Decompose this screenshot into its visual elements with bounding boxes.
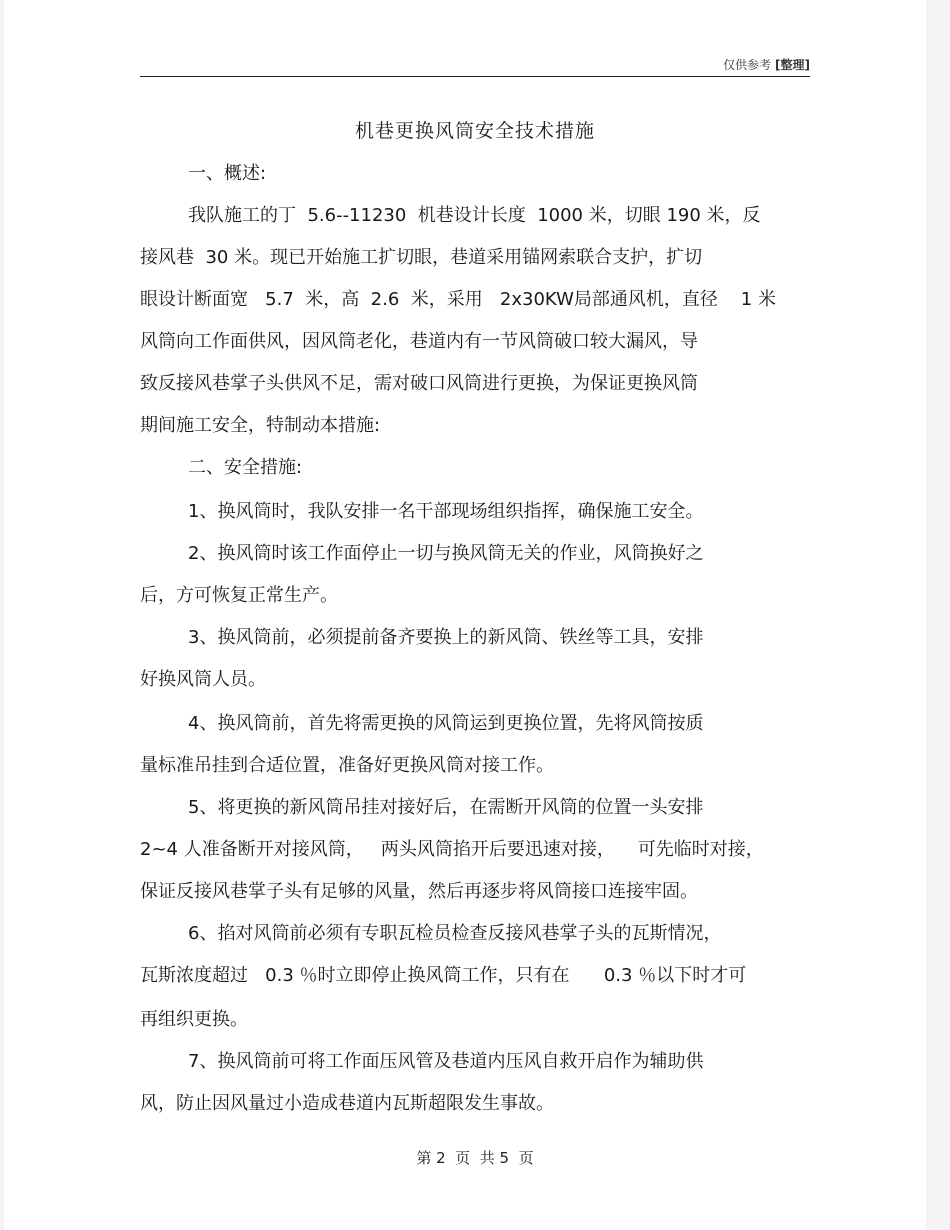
measure-item-6: 6、掐对风筒前必须有专职瓦检员检查反接风巷掌子头的瓦斯情况， (188, 923, 722, 944)
paragraph-line: 2~4 人准备断开对接风筒， 两头风筒掐开后要迅速对接， 可先临时对接， (140, 839, 764, 860)
page-edge-right (926, 0, 950, 1230)
measure-item-7: 7、换风筒前可将工作面压风管及巷道内压风自救开启作为辅助供 (188, 1051, 704, 1072)
paragraph-line: 风，防止因风量过小造成巷道内瓦斯超限发生事故。 (140, 1093, 554, 1114)
measure-item-4: 4、换风筒前，首先将需更换的风筒运到更换位置，先将风筒按质 (188, 713, 704, 734)
paragraph-line: 接风巷 30 米。现已开始施工扩切眼，巷道采用锚网索联合支护，扩切 (140, 247, 703, 268)
paragraph-line: 期间施工安全，特制动本措施: (140, 415, 381, 436)
paragraph-line: 我队施工的丁 5.6--11230 机巷设计长度 1000 米，切眼 190 米，反 (188, 205, 761, 226)
section-heading-safety: 二、安全措施: (188, 457, 303, 478)
header-note (723, 56, 810, 73)
paragraph-line: 好换风筒人员。 (140, 669, 266, 690)
paragraph-line: 眼设计断面宽 5.7 米，高 2.6 米，采用 2x30KW局部通风机，直径 1 米 (140, 289, 776, 310)
paragraph-line: 再组织更换。 (140, 1009, 248, 1030)
header-note-tag: [整理] (775, 58, 810, 72)
paragraph-line: 风筒向工作面供风，因风筒老化，巷道内有一节风筒破口较大漏风，导 (140, 331, 698, 352)
paragraph-line: 保证反接风巷掌子头有足够的风量，然后再逐步将风筒接口连接牢固。 (140, 881, 698, 902)
header-divider (140, 76, 810, 77)
section-heading-overview: 一、概述: (188, 163, 267, 184)
header-note-text: 仅供参考 (723, 58, 772, 72)
measure-item-5: 5、将更换的新风筒吊挂对接好后，在需断开风筒的位置一头安排 (188, 797, 704, 818)
paragraph-line: 量标准吊挂到合适位置，准备好更换风筒对接工作。 (140, 755, 554, 776)
paragraph-line: 瓦斯浓度超过 0.3 ％时立即停止换风筒工作，只有在 0.3 ％以下时才可 (140, 965, 747, 986)
page-edge-left (0, 0, 4, 1230)
document-title: 机巷更换风筒安全技术措施 (354, 120, 595, 142)
measure-item-3: 3、换风筒前，必须提前备齐要换上的新风筒、铁丝等工具，安排 (188, 627, 704, 648)
paragraph-line: 致反接风巷掌子头供风不足，需对破口风筒进行更换，为保证更换风筒 (140, 373, 698, 394)
measure-item-2: 2、换风筒时该工作面停止一切与换风筒无关的作业，风筒换好之 (188, 543, 704, 564)
measure-item-1: 1、换风筒时，我队安排一名干部现场组织指挥，确保施工安全。 (188, 501, 704, 522)
paragraph-line: 后，方可恢复正常生产。 (140, 585, 338, 606)
page-footer: 第 2 页 共 5 页 (416, 1149, 534, 1167)
